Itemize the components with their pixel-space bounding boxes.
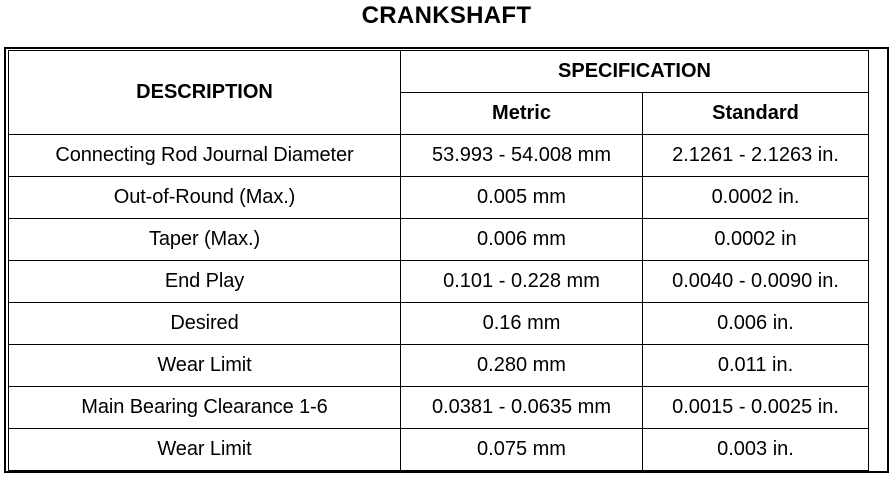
specification-table	[8, 50, 890, 471]
description-cell: Connecting Rod Journal Diameter	[9, 135, 401, 177]
table-row	[9, 135, 890, 177]
metric-cell: 0.101 - 0.228 mm	[401, 261, 643, 303]
table-row	[9, 429, 890, 471]
table-gap	[869, 261, 890, 303]
standard-cell: 0.0040 - 0.0090 in.	[643, 261, 869, 303]
table-row	[9, 219, 890, 261]
standard-cell: 0.006 in.	[643, 303, 869, 345]
table-row	[9, 387, 890, 429]
table-row	[9, 303, 890, 345]
metric-cell: 53.993 - 54.008 mm	[401, 135, 643, 177]
metric-cell: 0.0381 - 0.0635 mm	[401, 387, 643, 429]
table-gap	[869, 387, 890, 429]
page-title: CRANKSHAFT	[361, 2, 532, 29]
standard-cell: 0.003 in.	[643, 429, 869, 471]
metric-cell: 0.16 mm	[401, 303, 643, 345]
description-cell: Wear Limit	[9, 345, 401, 387]
table-gap	[869, 93, 890, 135]
description-cell: Desired	[9, 303, 401, 345]
table-gap	[869, 135, 890, 177]
table-row	[9, 261, 890, 303]
table-gap	[869, 345, 890, 387]
standard-cell: 0.0015 - 0.0025 in.	[643, 387, 869, 429]
description-cell: End Play	[9, 261, 401, 303]
table-gap	[869, 177, 890, 219]
table-gap	[869, 429, 890, 471]
specification-header: SPECIFICATION	[401, 51, 869, 93]
table-row	[9, 345, 890, 387]
header-row	[9, 51, 890, 93]
description-cell: Wear Limit	[9, 429, 401, 471]
standard-header: Standard	[643, 93, 869, 135]
description-cell: Out-of-Round (Max.)	[9, 177, 401, 219]
metric-cell: 0.280 mm	[401, 345, 643, 387]
table-gap	[869, 51, 890, 93]
metric-cell: 0.006 mm	[401, 219, 643, 261]
standard-cell: 0.0002 in.	[643, 177, 869, 219]
description-header: DESCRIPTION	[9, 51, 401, 135]
description-cell: Main Bearing Clearance 1-6	[9, 387, 401, 429]
standard-cell: 2.1261 - 2.1263 in.	[643, 135, 869, 177]
table-gap	[869, 219, 890, 261]
description-cell: Taper (Max.)	[9, 219, 401, 261]
standard-cell: 0.0002 in	[643, 219, 869, 261]
table-row	[9, 177, 890, 219]
metric-cell: 0.075 mm	[401, 429, 643, 471]
metric-header: Metric	[401, 93, 643, 135]
table-gap	[869, 303, 890, 345]
standard-cell: 0.011 in.	[643, 345, 869, 387]
metric-cell: 0.005 mm	[401, 177, 643, 219]
